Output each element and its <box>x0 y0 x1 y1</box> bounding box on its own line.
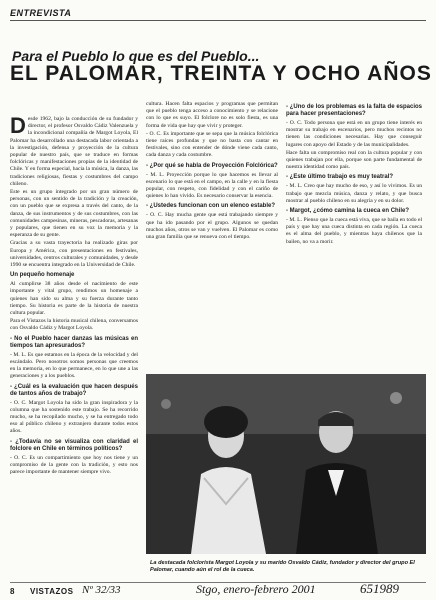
answer-6: - O. C. Todo persona que está en un grupo tiene interés en mostrar su trabajo en escenarios, pero muchos recintos no tienen las condiciones necesarias. Hay que conseguir lugares con apoyo del Estado y de las municipalidades. <box>286 120 422 148</box>
header-divider <box>10 20 426 21</box>
answer-4: - M. L. Proyección porque lo que hacemos es llevar al escenario lo que está en el campo, en la calle y en la fiesta popular, con respeto, con fidelidad y con el cariño de quienes lo han vivido. Es necesario conservar la esencia. <box>146 171 278 200</box>
page-number: 8 <box>10 587 15 596</box>
question-7: - ¿Este último trabajo es muy teatral? <box>286 174 394 181</box>
homenaje-paragraph-2: Para el Vistazos la historia musical chilena, conversamos con Osvaldo Cádiz y Margot Loyola. <box>10 318 138 332</box>
intro-paragraph-2: Este es un grupo integrado por un gran número de personas, con un sentido de la tradición y la creación, con un pueblo que se expresa a través del canto, de la danza, de sus instrumentos y de sus costumbres, con las comunidades campesinas, mineras, pescadoras, artesanas y populares, que tienen en su voz la memoria y la esperanza de su gente. <box>10 189 138 239</box>
section-label: ENTREVISTA <box>10 8 72 18</box>
archive-stamp: 651989 <box>360 581 399 596</box>
portrait-photo-icon <box>146 374 426 554</box>
article-column-3 <box>286 101 422 369</box>
intro-paragraph-3: Gracias a su vasta trayectoria ha realizado giras por Europa y América, con presentaciones en festivales, universidades, centros culturales y comunidades, y desde 1990 se encuentra integrado en la Universidad de Chile. <box>10 240 138 269</box>
question-5: - ¿Ustedes funcionan con un elenco estable? <box>146 203 276 210</box>
question-8: - Margot, ¿cómo camina la cueca en Chile? <box>286 208 410 215</box>
homenaje-paragraph-1: Al cumplirse 38 años desde el nacimiento de este importante y vital grupo, rendimos un homenaje a quienes han sido su alma y su fuerza durante tanto tiempo. Su historia es parte de la historia de nuestra cultura popular. <box>10 281 138 317</box>
question-6: - ¿Uno de los problemas es la falta de espacios para hacer presentaciones? <box>286 104 422 117</box>
article-kicker: Para el Pueblo lo que es del Pueblo... <box>12 48 260 64</box>
intro-paragraph <box>10 116 138 188</box>
article-column-1 <box>10 116 138 572</box>
question-1: - No el Pueblo hacer danzas las músicas en tiempos tan apresurados? <box>10 335 138 349</box>
col2-paragraph-1: cultura. Hacen falta espacios y programas que permitan que el pueblo tenga acceso a conocimiento y se relacione con lo que es suyo. El folclore no es solo fiesta, es una forma de vida que hay que vivir y proteger. <box>146 101 278 129</box>
photo-caption: La destacada folclorista Margot Loyola y su marido Osvaldo Cádiz, fundador y director del grupo El Palomar, cuando aún el rol de la cueca. <box>150 560 415 573</box>
article-column-2 <box>146 101 278 369</box>
handwritten-note: Stgo, enero-febrero 2001 <box>196 582 316 596</box>
answer-6b: Hace falta un compromiso real con la cultura popular y con quienes trabajan por ella, porque son parte fundamental de nuestra identidad como país. <box>286 149 422 171</box>
question-3: - ¿Todavía no se visualiza con claridad el folclore en Chile en términos políticos? <box>10 438 138 452</box>
answer-2: - O. C. Margot Loyola ha sido la gran inspiradora y la columna que ha sostenido este trabajo. Se ha recorrido mucho, se ha recopilado mucho, y se ha entregado todo eso al público chileno y extranjero durante todos estos años. <box>10 399 138 435</box>
col2-paragraph-2: - O. C. Es importante que se sepa que la música folclórica tiene raíces profundas y que no basta con cantar en festivales, sino con entender de dónde viene cada canto, cada danza y cada costumbre. <box>146 130 278 159</box>
question-4: - ¿Por qué se habla de Proyección Folclórica? <box>146 162 278 169</box>
drop-cap: D <box>10 116 26 138</box>
subheading-homenaje: Un pequeño homenaje <box>10 272 75 279</box>
answer-7: - M. L. Creo que hay mucho de eso, y así lo vivimos. Es un trabajo que mezcla música, danza y relato, y que busca mostrar al pueblo chileno en su alegría y en su dolor. <box>286 183 422 204</box>
question-2: - ¿Cuál es la evaluación que hacen después de tantos años de trabajo? <box>10 383 138 397</box>
intro-text: esde 1962, bajo la conducción de su fundador y director, el profesor Osvaldo Cádiz Valenzuela y la incondicional compañía de Margot Loyola, El Palomar ha desarrollado una destacada labor orientada a la investigación, defensa y proyección de la cultura popular de nuestro país, que se traduce en formas folclóricas y manifestaciones propias de la identidad de Chile. Y en forma especial, hacia la música, la danza, las tradiciones religiosas, fiestas y costumbres del campo chileno. <box>10 116 138 187</box>
answer-8: - M. L. Pienso que la cueca está viva, que se baila en todo el país y que hay una cueca distinta en cada región. La cueca es el alma del pueblo, y mientras haya chilenos que la bailen, no va a morir. <box>286 217 422 245</box>
article-headline: EL PALOMAR, TREINTA Y OCHO AÑOS <box>10 62 432 85</box>
magazine-name: VISTAZOS <box>30 587 74 596</box>
answer-5: - O. C. Hay mucha gente que está trabajando siempre y que ha ido pasando por el grupo. Algunos se quedan muchos años, otros se van y vuelven. El Palomar es como una gran familia que se renueva con el tiempo. <box>146 212 278 241</box>
answer-3: - O. C. Es un compartimiento que hoy nos tiene y un compromiso de la gente con la tradición, y esto nos parece importante de mantener siempre vivo. <box>10 454 138 475</box>
answer-1: - M. L. Es que estamos en la época de la velocidad y del escándalo. Pero nosotros somos personas que creemos en la memoria, en lo que permanece, en lo que une a las generaciones y a los pueblos. <box>10 351 138 380</box>
issue-number: Nº 32/33 <box>82 584 121 596</box>
interview-photo <box>146 374 426 554</box>
